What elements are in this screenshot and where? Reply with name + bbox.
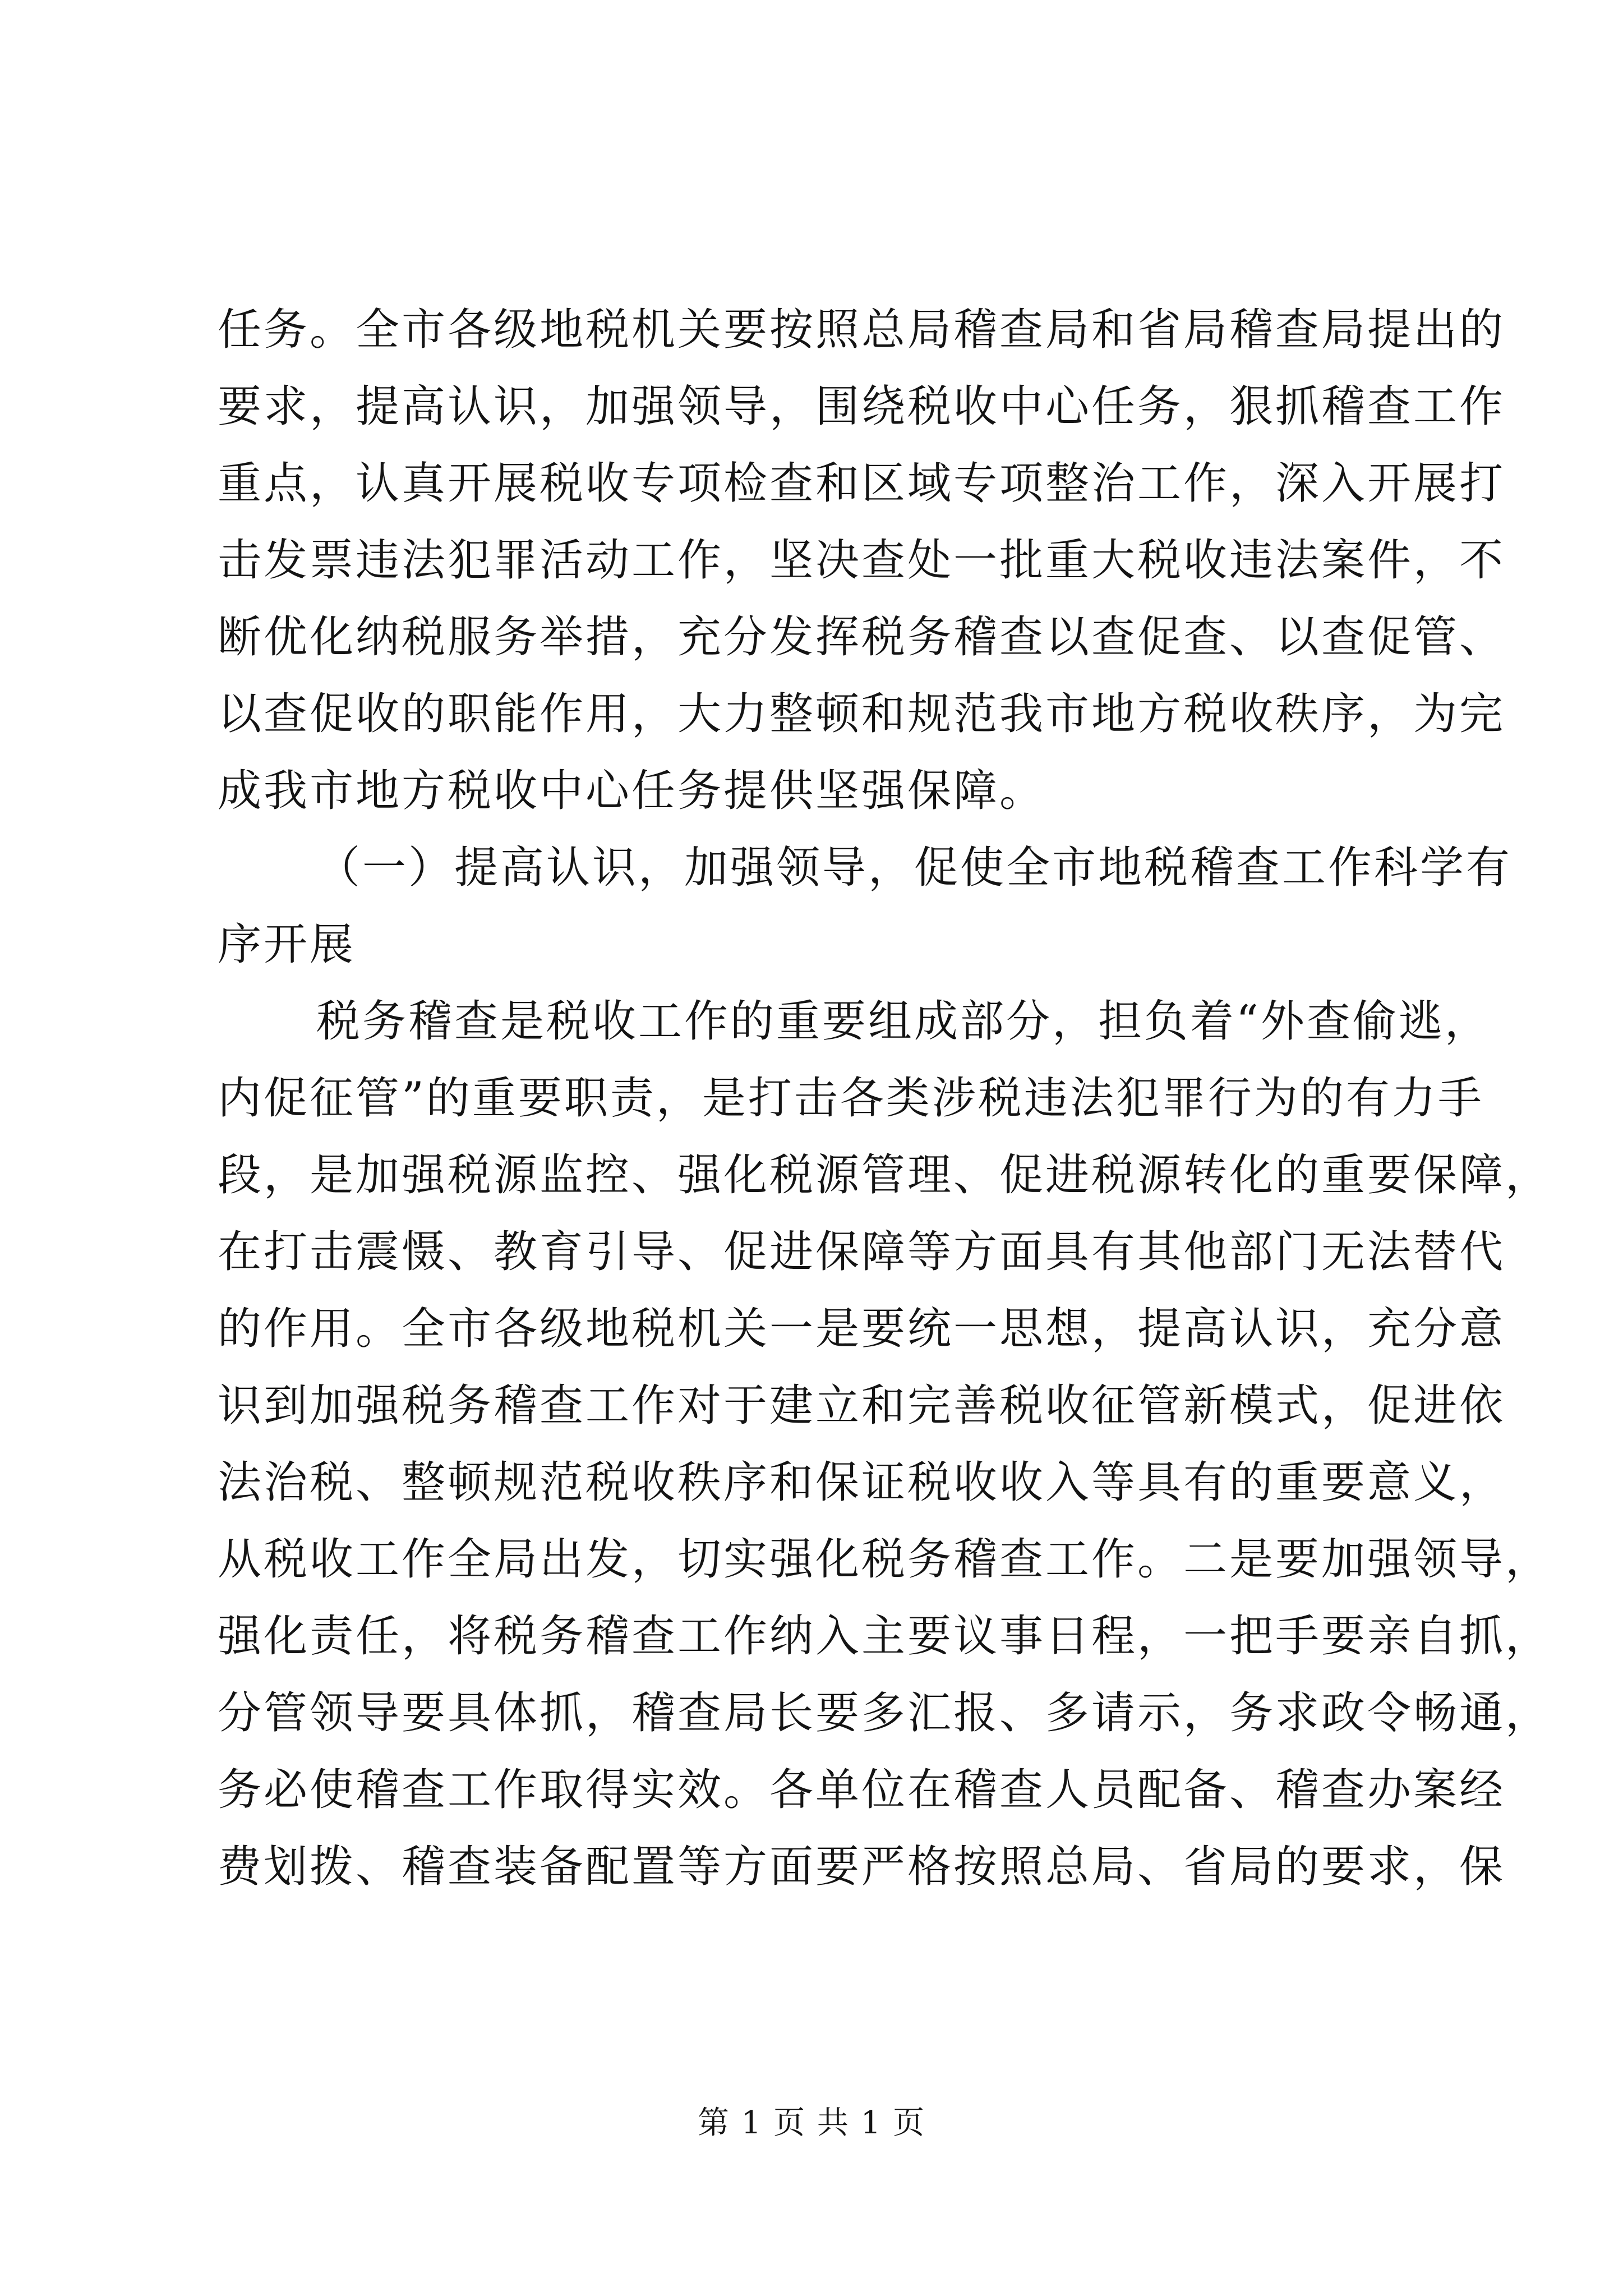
page-footer: 第 1 页 共 1 页 xyxy=(697,2105,926,2141)
text-line: 重点，认真开展税收专项检查和区域专项整治工作，深入开展打 xyxy=(218,458,1506,509)
text-line: 击发票违法犯罪活动工作，坚决查处一批重大税收违法案件，不 xyxy=(218,535,1506,586)
text-line: 分管领导要具体抓，稽查局长要多汇报、多请示，务求政令畅通， xyxy=(218,1688,1552,1738)
text-line: 务必使稽查工作取得实效。各单位在稽查人员配备、稽查办案经 xyxy=(218,1765,1506,1815)
text-line: 要求，提高认识，加强领导，围绕税收中心任务，狠抓稽查工作 xyxy=(218,381,1506,432)
text-line: 在打击震慑、教育引导、促进保障等方面具有其他部门无法替代 xyxy=(218,1227,1506,1277)
text-line: 任务。全市各级地税机关要按照总局稽查局和省局稽查局提出的 xyxy=(218,305,1506,355)
text-line: 的作用。全市各级地税机关一是要统一思想，提高认识，充分意 xyxy=(218,1304,1506,1354)
text-line: 费划拨、稽查装备配置等方面要严格按照总局、省局的要求，保 xyxy=(218,1842,1506,1892)
body-text xyxy=(218,292,1552,1906)
text-line: 强化责任，将税务稽查工作纳入主要议事日程，一把手要亲自抓， xyxy=(218,1611,1552,1662)
text-line: 以查促收的职能作用，大力整顿和规范我市地方税收秩序，为完 xyxy=(218,689,1506,739)
text-line: 内促征管”的重要职责，是打击各类涉税违法犯罪行为的有力手 xyxy=(218,1073,1484,1124)
text-line: 识到加强税务稽查工作对于建立和完善税收征管新模式，促进依 xyxy=(218,1381,1506,1431)
text-line: 段，是加强税源监控、强化税源管理、促进税源转化的重要保障， xyxy=(218,1150,1552,1200)
text-line: 成我市地方税收中心任务提供坚强保障。 xyxy=(218,766,1046,816)
paragraph-first-line: 税务稽查是税收工作的重要组成部分，担负着“外查偷逃， xyxy=(316,996,1491,1047)
text-line: 从税收工作全局出发，切实强化税务稽查工作。二是要加强领导， xyxy=(218,1534,1552,1585)
section-heading-continued: 序开展 xyxy=(218,919,356,970)
text-line: 断优化纳税服务举措，充分发挥税务稽查以查促查、以查促管、 xyxy=(218,612,1506,662)
section-heading: （一）提高认识，加强领导，促使全市地税稽查工作科学有 xyxy=(316,843,1513,893)
text-line: 法治税、整顿规范税收秩序和保证税收收入等具有的重要意义， xyxy=(218,1457,1506,1508)
